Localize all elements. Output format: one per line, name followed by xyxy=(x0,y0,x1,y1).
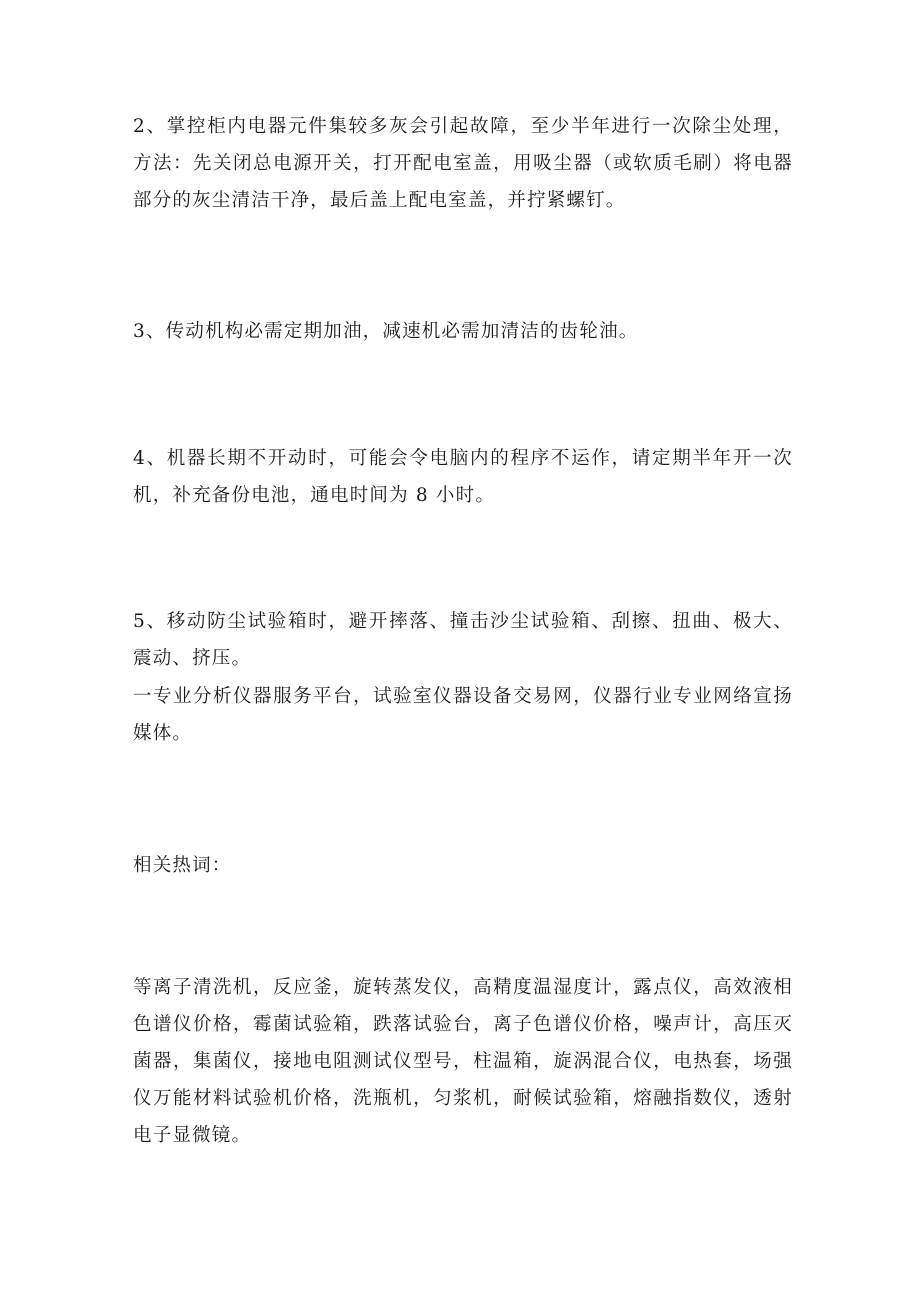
related-keywords-list: 等离子清洗机，反应釜，旋转蒸发仪，高精度温湿度计，露点仪，高效液相色谱仪价格，霉菌试验箱，跌落试验台，离子色谱仪价格，噪声计，高压灭菌器，集菌仪，接地电阻测试仪型号，柱温箱，旋涡混合仪，电热套，场强仪万能材料试验机价格，洗瓶机，匀浆机，耐候试验箱，熔融指数仪，透射电子显微镜。 xyxy=(133,977,793,1146)
paragraph-item-3: 3、传动机构必需定期加油，减速机必需加清洁的齿轮油。 xyxy=(133,321,639,342)
paragraph-item-2: 2、掌控柜内电器元件集较多灰会引起故障，至少半年进行一次除尘处理，方法：先关闭总电源开关，打开配电室盖，用吸尘器（或软质毛刷）将电器部分的灰尘清洁干净，最后盖上配电室盖，并拧紧螺钉。 xyxy=(133,116,793,211)
related-keywords-heading: 相关热词： xyxy=(133,855,232,876)
paragraph-item-4: 4、机器长期不开动时，可能会令电脑内的程序不运作，请定期半年开一次机，补充备份电池，通电时间为 8 小时。 xyxy=(133,448,793,506)
paragraph-item-5: 5、移动防尘试验箱时，避开摔落、撞击沙尘试验箱、刮擦、扭曲、极大、震动、挤压。 xyxy=(133,611,793,669)
platform-note: 一专业分析仪器服务平台，试验室仪器设备交易网，仪器行业专业网络宣扬媒体。 xyxy=(133,686,793,744)
